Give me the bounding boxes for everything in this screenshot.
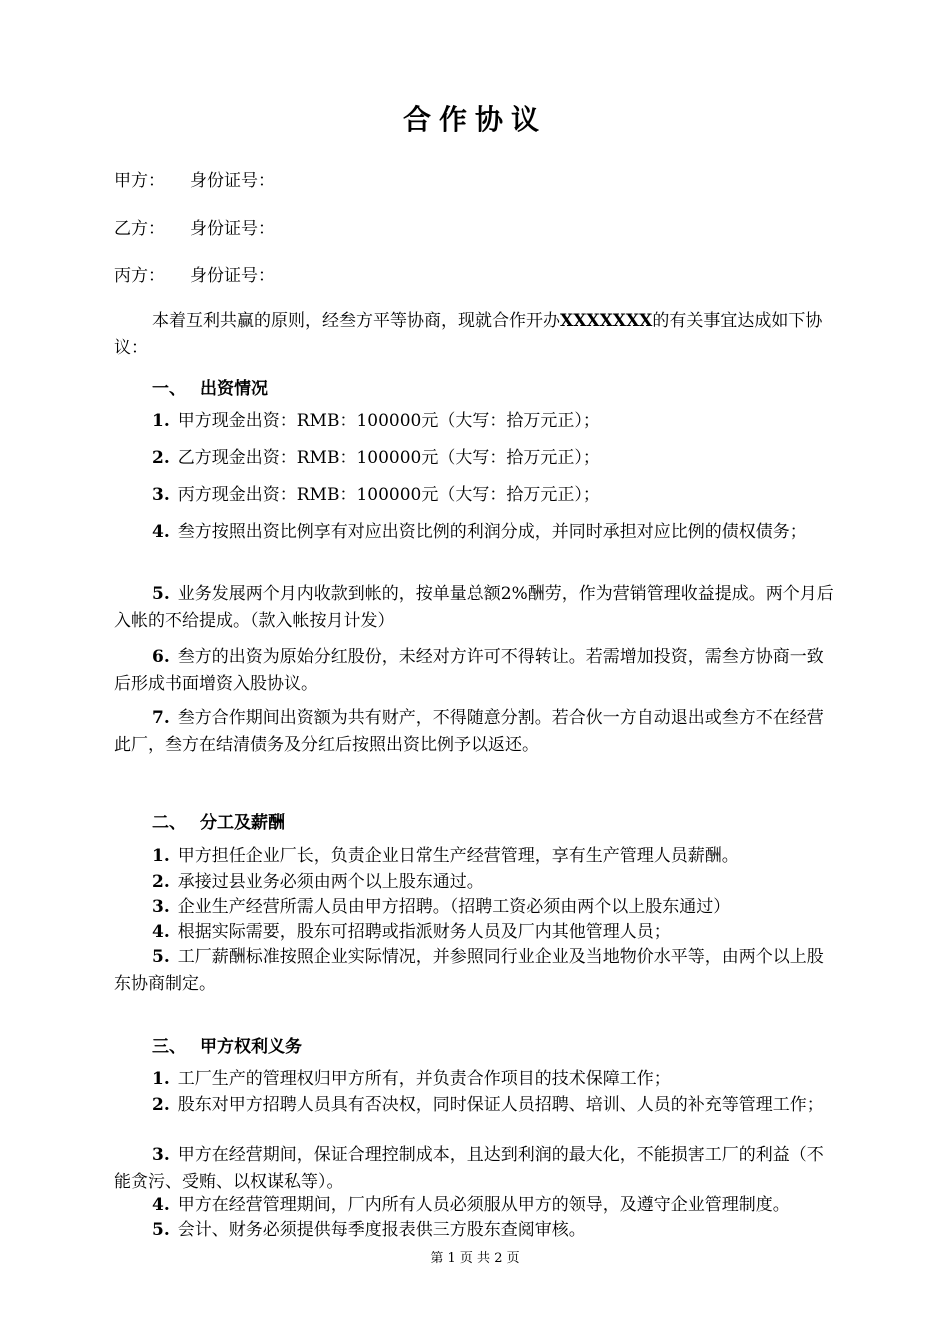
party-b-line xyxy=(114,214,275,239)
item-text: 甲方担任企业厂长，负责企业日常生产经营管理，享有生产管理人员薪酬。 xyxy=(177,846,739,866)
list-item xyxy=(114,445,840,472)
list-item xyxy=(114,919,840,946)
party-c-id-label: 身份证号： xyxy=(190,266,275,286)
item-text: 甲方在经营管理期间，厂内所有人员必须服从甲方的领导，及遵守企业管理制度。 xyxy=(177,1195,790,1215)
item-text: 叁方合作期间出资额为共有财产，不得随意分割。若合伙一方自动退出或叁方不在经营此厂，叁方在结清债务及分红后按照出资比例予以返还。 xyxy=(114,708,824,755)
item-number: 4. xyxy=(152,922,170,942)
item-text: 甲方在经营期间，保证合理控制成本，且达到利润的最大化，不能损害工厂的利益（不能贪污、受贿、以权谋私等）。 xyxy=(114,1145,824,1192)
item-text: 丙方现金出资：RMB：100000元（大写：拾万元正）； xyxy=(177,485,600,505)
section-3-heading xyxy=(152,1032,302,1057)
list-item xyxy=(114,482,840,509)
item-number: 3. xyxy=(152,897,170,917)
party-a-line xyxy=(114,166,275,191)
section-1-heading xyxy=(152,374,268,399)
section-3-title: 甲方权利义务 xyxy=(200,1037,302,1057)
page-footer: 第 1 页 共 2 页 xyxy=(430,1251,520,1266)
item-number: 2. xyxy=(152,872,170,892)
section-2-number: 二、 xyxy=(152,813,186,833)
item-text: 会计、财务必须提供每季度报表供三方股东查阅审核。 xyxy=(177,1220,586,1240)
item-text: 业务发展两个月内收款到帐的，按单量总额2%酬劳，作为营销管理收益提成。两个月后入帐的不给提成。（款入帐按月计发） xyxy=(114,584,834,631)
list-item xyxy=(114,1066,840,1093)
item-text: 乙方现金出资：RMB：100000元（大写：拾万元正）； xyxy=(177,448,600,468)
item-number: 1. xyxy=(152,411,170,431)
item-number: 3. xyxy=(152,1145,170,1165)
list-item xyxy=(114,1142,840,1196)
item-text: 甲方现金出资：RMB：100000元（大写：拾万元正）； xyxy=(177,411,600,431)
party-a-id-label: 身份证号： xyxy=(190,171,275,191)
item-text: 承接过县业务必须由两个以上股东通过。 xyxy=(177,872,484,892)
list-item xyxy=(114,408,840,435)
list-item xyxy=(114,644,840,698)
list-item xyxy=(114,1092,840,1119)
intro-before: 本着互利共赢的原则，经叁方平等协商，现就合作开办 xyxy=(152,311,560,331)
list-item xyxy=(114,519,840,546)
item-number: 2. xyxy=(152,1095,170,1115)
party-b-id-label: 身份证号： xyxy=(190,219,275,239)
item-text: 工厂薪酬标准按照企业实际情况，并参照同行业企业及当地物价水平等，由两个以上股东协商制定。 xyxy=(114,947,824,994)
item-text: 工厂生产的管理权归甲方所有，并负责合作项目的技术保障工作； xyxy=(177,1069,671,1089)
party-b-label: 乙方： xyxy=(114,219,165,239)
item-number: 1. xyxy=(152,846,170,866)
section-1-number: 一、 xyxy=(152,379,186,399)
section-3-number: 三、 xyxy=(152,1037,186,1057)
item-number: 5. xyxy=(152,1220,170,1240)
list-item xyxy=(114,944,840,998)
list-item xyxy=(114,1192,840,1219)
party-c-label: 丙方： xyxy=(114,266,165,286)
item-number: 4. xyxy=(152,522,170,542)
list-item xyxy=(114,581,840,635)
item-number: 5. xyxy=(152,584,170,604)
list-item xyxy=(114,1217,840,1244)
document-title: 合作协议 xyxy=(402,103,547,136)
item-number: 1. xyxy=(152,1069,170,1089)
party-a-label: 甲方： xyxy=(114,171,165,191)
item-number: 7. xyxy=(152,708,170,728)
section-2-heading xyxy=(152,808,285,833)
item-text: 叁方按照出资比例享有对应出资比例的利润分成，并同时承担对应比例的债权债务； xyxy=(177,522,807,542)
section-2-title: 分工及薪酬 xyxy=(200,813,285,833)
item-text: 企业生产经营所需人员由甲方招聘。（招聘工资必须由两个以上股东通过） xyxy=(177,897,731,917)
item-text: 股东对甲方招聘人员具有否决权，同时保证人员招聘、培训、人员的补充等管理工作； xyxy=(177,1095,824,1115)
item-number: 3. xyxy=(152,485,170,505)
item-number: 6. xyxy=(152,647,170,667)
intro-paragraph xyxy=(114,308,840,362)
list-item xyxy=(114,894,840,921)
list-item xyxy=(114,843,840,870)
item-number: 4. xyxy=(152,1195,170,1215)
section-1-title: 出资情况 xyxy=(200,379,268,399)
item-text: 根据实际需要，股东可招聘或指派财务人员及厂内其他管理人员； xyxy=(177,922,671,942)
list-item xyxy=(114,705,840,759)
party-c-line xyxy=(114,261,275,286)
intro-project: XXXXXXX xyxy=(560,311,653,331)
item-number: 5. xyxy=(152,947,170,967)
item-number: 2. xyxy=(152,448,170,468)
item-text: 叁方的出资为原始分红股份，未经对方许可不得转让。若需增加投资，需叁方协商一致后形成书面增资入股协议。 xyxy=(114,647,824,694)
intro-after: 的有关事宜达成如下协议： xyxy=(114,311,823,358)
list-item xyxy=(114,869,840,896)
